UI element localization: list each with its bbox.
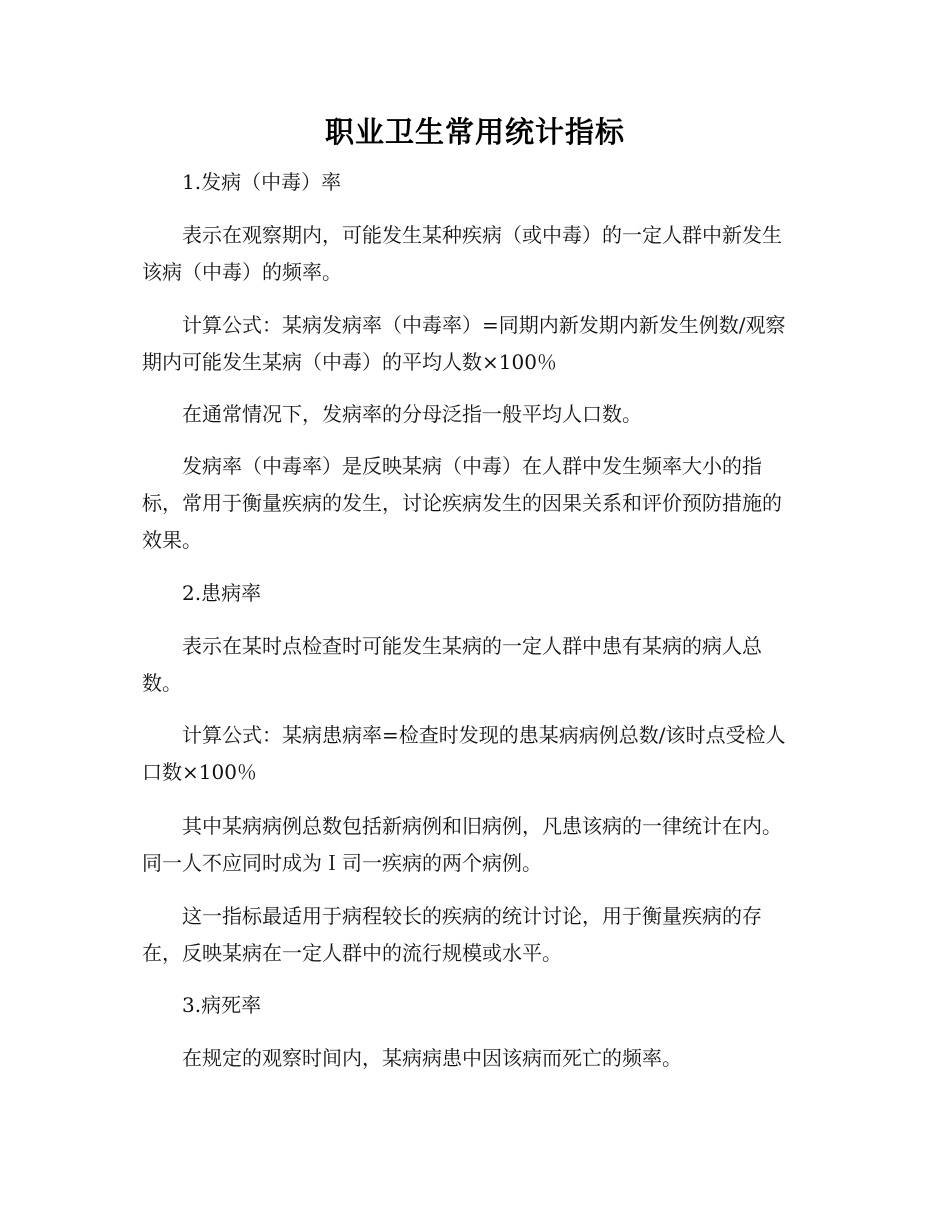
paragraph-prevalence-cases: 其中某病病例总数包括新病例和旧病例，凡患该病的一律统计在内。同一人不应同时成为Ｉ司一疾病的两个病例。 (142, 814, 782, 875)
document-title: 职业卫生常用统计指标 (324, 115, 625, 149)
paragraph-prevalence-definition: 表示在某时点检查时可能发生某病的一定人群中患有某病的病人总数。 (142, 634, 762, 695)
paragraph-incidence-denominator: 在通常情况下，发病率的分母泛指一般平均人口数。 (182, 402, 642, 426)
section-heading-prevalence-rate: 2.患病率 (182, 581, 262, 605)
section-heading-case-fatality-rate: 3.病死率 (182, 993, 262, 1017)
paragraph-incidence-usage: 发病率（中毒率）是反映某病（中毒）在人群中发生频率大小的指标，常用于衡量疾病的发生，讨论疾病发生的因果关系和评价预防措施的效果。 (142, 454, 782, 552)
paragraph-incidence-formula: 计算公式：某病发病率（中毒率）=同期内新发期内新发生例数/观察期内可能发生某病（中毒）的平均人数×100％ (142, 313, 786, 374)
section-heading-incidence-rate: 1.发病（中毒）率 (182, 170, 342, 194)
paragraph-prevalence-formula: 计算公式：某病患病率=检查时发现的患某病病例总数/该时点受检人口数×100％ (142, 723, 786, 784)
paragraph-prevalence-usage: 这一指标最适用于病程较长的疾病的统计讨论，用于衡量疾病的存在，反映某病在一定人群中的流行规模或水平。 (142, 904, 762, 965)
paragraph-case-fatality-definition: 在规定的观察时间内，某病病患中因该病而死亡的频率。 (182, 1046, 682, 1070)
paragraph-incidence-definition: 表示在观察期内，可能发生某种疾病（或中毒）的一定人群中新发生该病（中毒）的频率。 (142, 223, 782, 284)
